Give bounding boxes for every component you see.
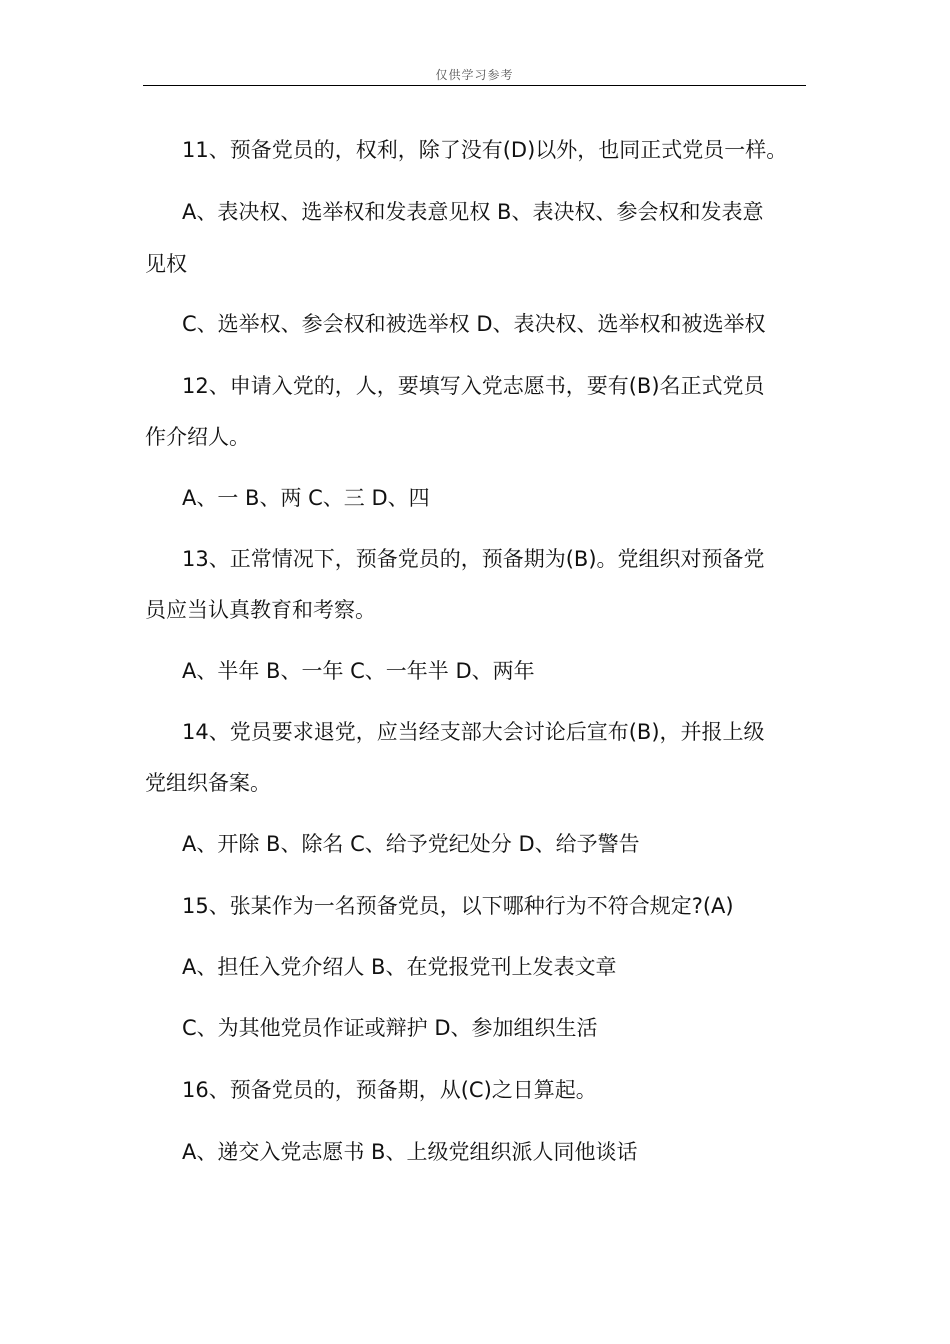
question-11-options-ab-cont: 见权 [145, 252, 187, 276]
question-14-text: 14、党员要求退党，应当经支部大会讨论后宣布(B)，并报上级 [182, 720, 765, 744]
question-15-options-ab: A、担任入党介绍人 B、在党报党刊上发表文章 [182, 955, 617, 979]
question-15-options-cd: C、为其他党员作证或辩护 D、参加组织生活 [182, 1016, 598, 1040]
question-11-text: 11、预备党员的，权利，除了没有(D)以外，也同正式党员一样。 [182, 138, 788, 162]
question-12-options: A、一 B、两 C、三 D、四 [182, 486, 430, 510]
question-14-options: A、开除 B、除名 C、给予党纪处分 D、给予警告 [182, 832, 640, 856]
question-13-text-cont: 员应当认真教育和考察。 [145, 598, 376, 622]
question-16-options-ab: A、递交入党志愿书 B、上级党组织派人同他谈话 [182, 1140, 638, 1164]
question-15-text: 15、张某作为一名预备党员，以下哪种行为不符合规定?(A) [182, 894, 734, 918]
question-11-options-ab: A、表决权、选举权和发表意见权 B、表决权、参会权和发表意 [182, 200, 764, 224]
question-13-text: 13、正常情况下，预备党员的，预备期为(B)。党组织对预备党 [182, 547, 765, 571]
question-12-text: 12、申请入党的，人，要填写入党志愿书，要有(B)名正式党员 [182, 374, 765, 398]
question-16-text: 16、预备党员的，预备期，从(C)之日算起。 [182, 1078, 597, 1102]
question-12-text-cont: 作介绍人。 [145, 425, 250, 449]
question-14-text-cont: 党组织备案。 [145, 771, 271, 795]
question-11-options-cd: C、选举权、参会权和被选举权 D、表决权、选举权和被选举权 [182, 312, 766, 336]
page-header-title: 仅供学习参考 [435, 68, 514, 82]
question-13-options: A、半年 B、一年 C、一年半 D、两年 [182, 659, 535, 683]
header-rule [143, 85, 806, 86]
